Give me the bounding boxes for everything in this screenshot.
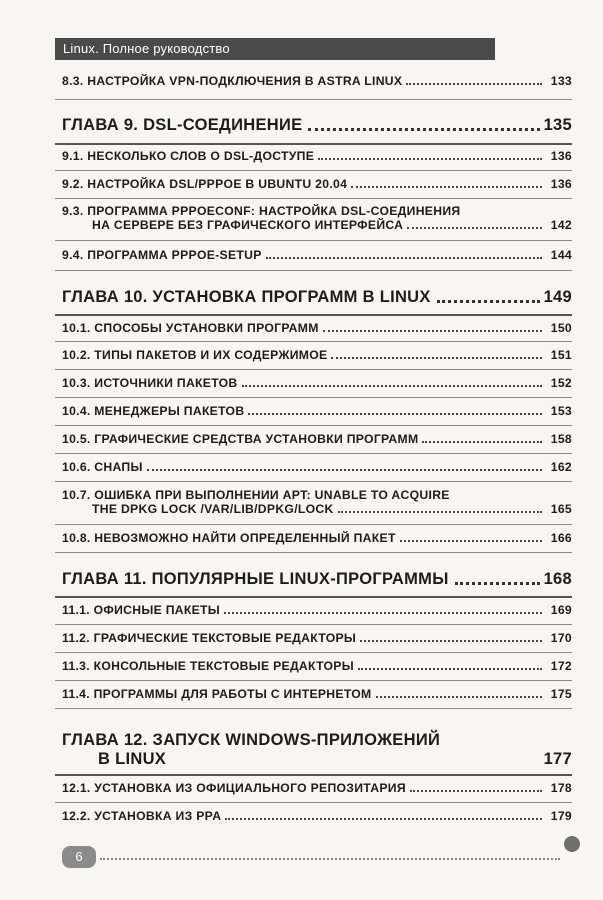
toc-page-number: 142	[550, 218, 572, 232]
divider	[55, 143, 572, 145]
toc-entry-title: 10.2. ТИПЫ ПАКЕТОВ И ИХ СОДЕРЖИМОЕ	[62, 348, 328, 362]
toc-entry-12-1[interactable]	[62, 781, 572, 795]
leader-dots	[147, 469, 542, 471]
divider	[55, 774, 572, 776]
leader-dots	[360, 640, 542, 642]
toc-entry-title: 10.3. ИСТОЧНИКИ ПАКЕТОВ	[62, 376, 238, 390]
toc-chapter-9[interactable]	[62, 116, 572, 135]
leader-dots	[406, 83, 542, 85]
leader-dots	[224, 612, 542, 614]
running-header	[55, 38, 495, 60]
leader-dots	[455, 582, 540, 585]
divider	[55, 425, 572, 426]
toc-page-number: 170	[550, 631, 572, 645]
toc-entry-title-cont: THE DPKG LOCK /VAR/LIB/DPKG/LOCK	[92, 502, 334, 516]
toc-page-number: 165	[550, 502, 572, 516]
toc-page-number: 166	[550, 531, 572, 545]
toc-entry-title: 11.2. ГРАФИЧЕСКИЕ ТЕКСТОВЫЕ РЕДАКТОРЫ	[62, 631, 357, 645]
toc-entry-9-2[interactable]	[62, 177, 572, 191]
toc-entry-title-cont: НА СЕРВЕРЕ БЕЗ ГРАФИЧЕСКОГО ИНТЕРФЕЙСА	[92, 218, 404, 232]
toc-entry-9-4[interactable]	[62, 248, 572, 262]
toc-page-number: 162	[550, 460, 572, 474]
footer-circle-ornament	[564, 836, 580, 852]
leader-dots	[248, 413, 542, 415]
toc-entry-title: 10.1. СПОСОБЫ УСТАНОВКИ ПРОГРАММ	[62, 321, 319, 335]
toc-entry-10-4[interactable]	[62, 404, 572, 418]
chapter-title: ГЛАВА 11. ПОПУЛЯРНЫЕ LINUX-ПРОГРАММЫ	[62, 570, 449, 588]
divider	[55, 270, 572, 271]
toc-entry-title: 10.6. СНАПЫ	[62, 460, 143, 474]
toc-entry-title: 10.8. НЕВОЗМОЖНО НАЙТИ ОПРЕДЕЛЕННЫЙ ПАКЕТ	[62, 531, 396, 545]
leader-dots	[351, 186, 542, 188]
footer-dotted-line	[100, 858, 560, 860]
divider	[55, 99, 572, 100]
chapter-title: ГЛАВА 12. ЗАПУСК WINDOWS-ПРИЛОЖЕНИЙ	[62, 731, 441, 749]
leader-dots	[358, 668, 542, 670]
toc-page-number: 153	[550, 404, 572, 418]
toc-entry-title: 11.3. КОНСОЛЬНЫЕ ТЕКСТОВЫЕ РЕДАКТОРЫ	[62, 659, 354, 673]
divider	[55, 802, 572, 803]
leader-dots	[308, 128, 539, 131]
toc-page-number: 158	[550, 432, 572, 446]
toc-entry-title: 9.1. НЕСКОЛЬКО СЛОВ О DSL-ДОСТУПЕ	[62, 149, 315, 163]
toc-entry-10-7[interactable]	[62, 488, 572, 516]
toc-entry-10-1[interactable]	[62, 321, 572, 335]
toc-entry-title: 9.2. НАСТРОЙКА DSL/PPPOE В UBUNTU 20.04	[62, 177, 348, 191]
leader-dots	[400, 540, 542, 542]
toc-entry-title: 10.5. ГРАФИЧЕСКИЕ СРЕДСТВА УСТАНОВКИ ПРОГРАММ	[62, 432, 419, 446]
toc-page-number: 136	[550, 149, 572, 163]
divider	[55, 314, 572, 316]
divider	[55, 341, 572, 342]
chapter-title: ГЛАВА 10. УСТАНОВКА ПРОГРАММ В LINUX	[62, 288, 431, 306]
toc-entry-title: 11.4. ПРОГРАММЫ ДЛЯ РАБОТЫ С ИНТЕРНЕТОМ	[62, 687, 372, 701]
toc-entry-10-6[interactable]	[62, 460, 572, 474]
divider	[55, 453, 572, 454]
chapter-page-number: 149	[543, 288, 572, 306]
divider	[55, 481, 572, 482]
toc-page-number: 136	[550, 177, 572, 191]
toc-entry-title: 10.7. ОШИБКА ПРИ ВЫПОЛНЕНИИ APT: UNABLE TO ACQUIRE	[62, 488, 450, 502]
leader-dots	[437, 300, 540, 303]
toc-entry-8-3[interactable]	[62, 74, 572, 88]
divider	[55, 624, 572, 625]
toc-entry-title: 10.4. МЕНЕДЖЕРЫ ПАКЕТОВ	[62, 404, 245, 418]
chapter-page-number: 168	[543, 570, 572, 588]
divider	[55, 652, 572, 653]
chapter-page-number: 177	[543, 750, 572, 768]
toc-entry-title: 11.1. ОФИСНЫЕ ПАКЕТЫ	[62, 603, 221, 617]
divider	[55, 552, 572, 553]
toc-entry-11-1[interactable]	[62, 603, 572, 617]
leader-dots	[225, 818, 542, 820]
page-number-badge	[62, 846, 96, 868]
toc-page-number: 150	[550, 321, 572, 335]
leader-dots	[242, 385, 542, 387]
leader-dots	[376, 696, 542, 698]
chapter-title: ГЛАВА 9. DSL-СОЕДИНЕНИЕ	[62, 116, 303, 134]
toc-page-number: 133	[550, 74, 572, 88]
divider	[55, 596, 572, 598]
toc-page-number: 169	[550, 603, 572, 617]
toc-chapter-12[interactable]	[62, 731, 572, 769]
chapter-page-number: 135	[543, 116, 572, 134]
leader-dots	[331, 357, 542, 359]
leader-dots	[338, 511, 542, 513]
toc-entry-11-2[interactable]	[62, 631, 572, 645]
divider	[55, 240, 572, 241]
leader-dots	[266, 257, 542, 259]
toc-entry-title: 12.2. УСТАНОВКА ИЗ PPA	[62, 809, 222, 823]
toc-entry-title: 9.4. ПРОГРАММА PPPOE-SETUP	[62, 248, 262, 262]
toc-entry-9-1[interactable]	[62, 149, 572, 163]
divider	[55, 397, 572, 398]
page-number: 6	[75, 849, 83, 864]
leader-dots	[323, 330, 542, 332]
leader-dots	[410, 790, 542, 792]
toc-chapter-11[interactable]	[62, 570, 572, 589]
toc-entry-9-3[interactable]	[62, 204, 572, 232]
toc-entry-11-3[interactable]	[62, 659, 572, 673]
toc-page-number: 175	[550, 687, 572, 701]
toc-chapter-10[interactable]	[62, 288, 572, 307]
divider	[55, 170, 572, 171]
toc-entry-11-4[interactable]	[62, 687, 572, 701]
chapter-title-cont: В LINUX	[98, 750, 167, 768]
toc-page-number: 144	[550, 248, 572, 262]
leader-dots	[422, 441, 542, 443]
divider	[55, 680, 572, 681]
toc-entry-12-2[interactable]	[62, 809, 572, 823]
leader-dots	[318, 158, 542, 160]
leader-dots	[407, 227, 542, 229]
divider	[55, 708, 572, 709]
toc-page-number: 152	[550, 376, 572, 390]
toc-entry-title: 12.1. УСТАНОВКА ИЗ ОФИЦИАЛЬНОГО РЕПОЗИТАРИЯ	[62, 781, 406, 795]
toc-page-number: 178	[550, 781, 572, 795]
toc-entry-10-3[interactable]	[62, 376, 572, 390]
divider	[55, 524, 572, 525]
toc-page-number: 151	[550, 348, 572, 362]
toc-entry-10-8[interactable]	[62, 531, 572, 545]
divider	[55, 198, 572, 199]
toc-entry-title: 9.3. ПРОГРАММА PPPOECONF: НАСТРОЙКА DSL-СОЕДИНЕНИЯ	[62, 204, 461, 218]
toc-entry-10-2[interactable]	[62, 348, 572, 362]
toc-entry-title: 8.3. НАСТРОЙКА VPN-ПОДКЛЮЧЕНИЯ В ASTRA LINUX	[62, 74, 403, 88]
divider	[55, 369, 572, 370]
toc-page-number: 172	[550, 659, 572, 673]
toc-page-number: 179	[550, 809, 572, 823]
toc-entry-10-5[interactable]	[62, 432, 572, 446]
book-title: Linux. Полное руководство	[63, 41, 230, 56]
